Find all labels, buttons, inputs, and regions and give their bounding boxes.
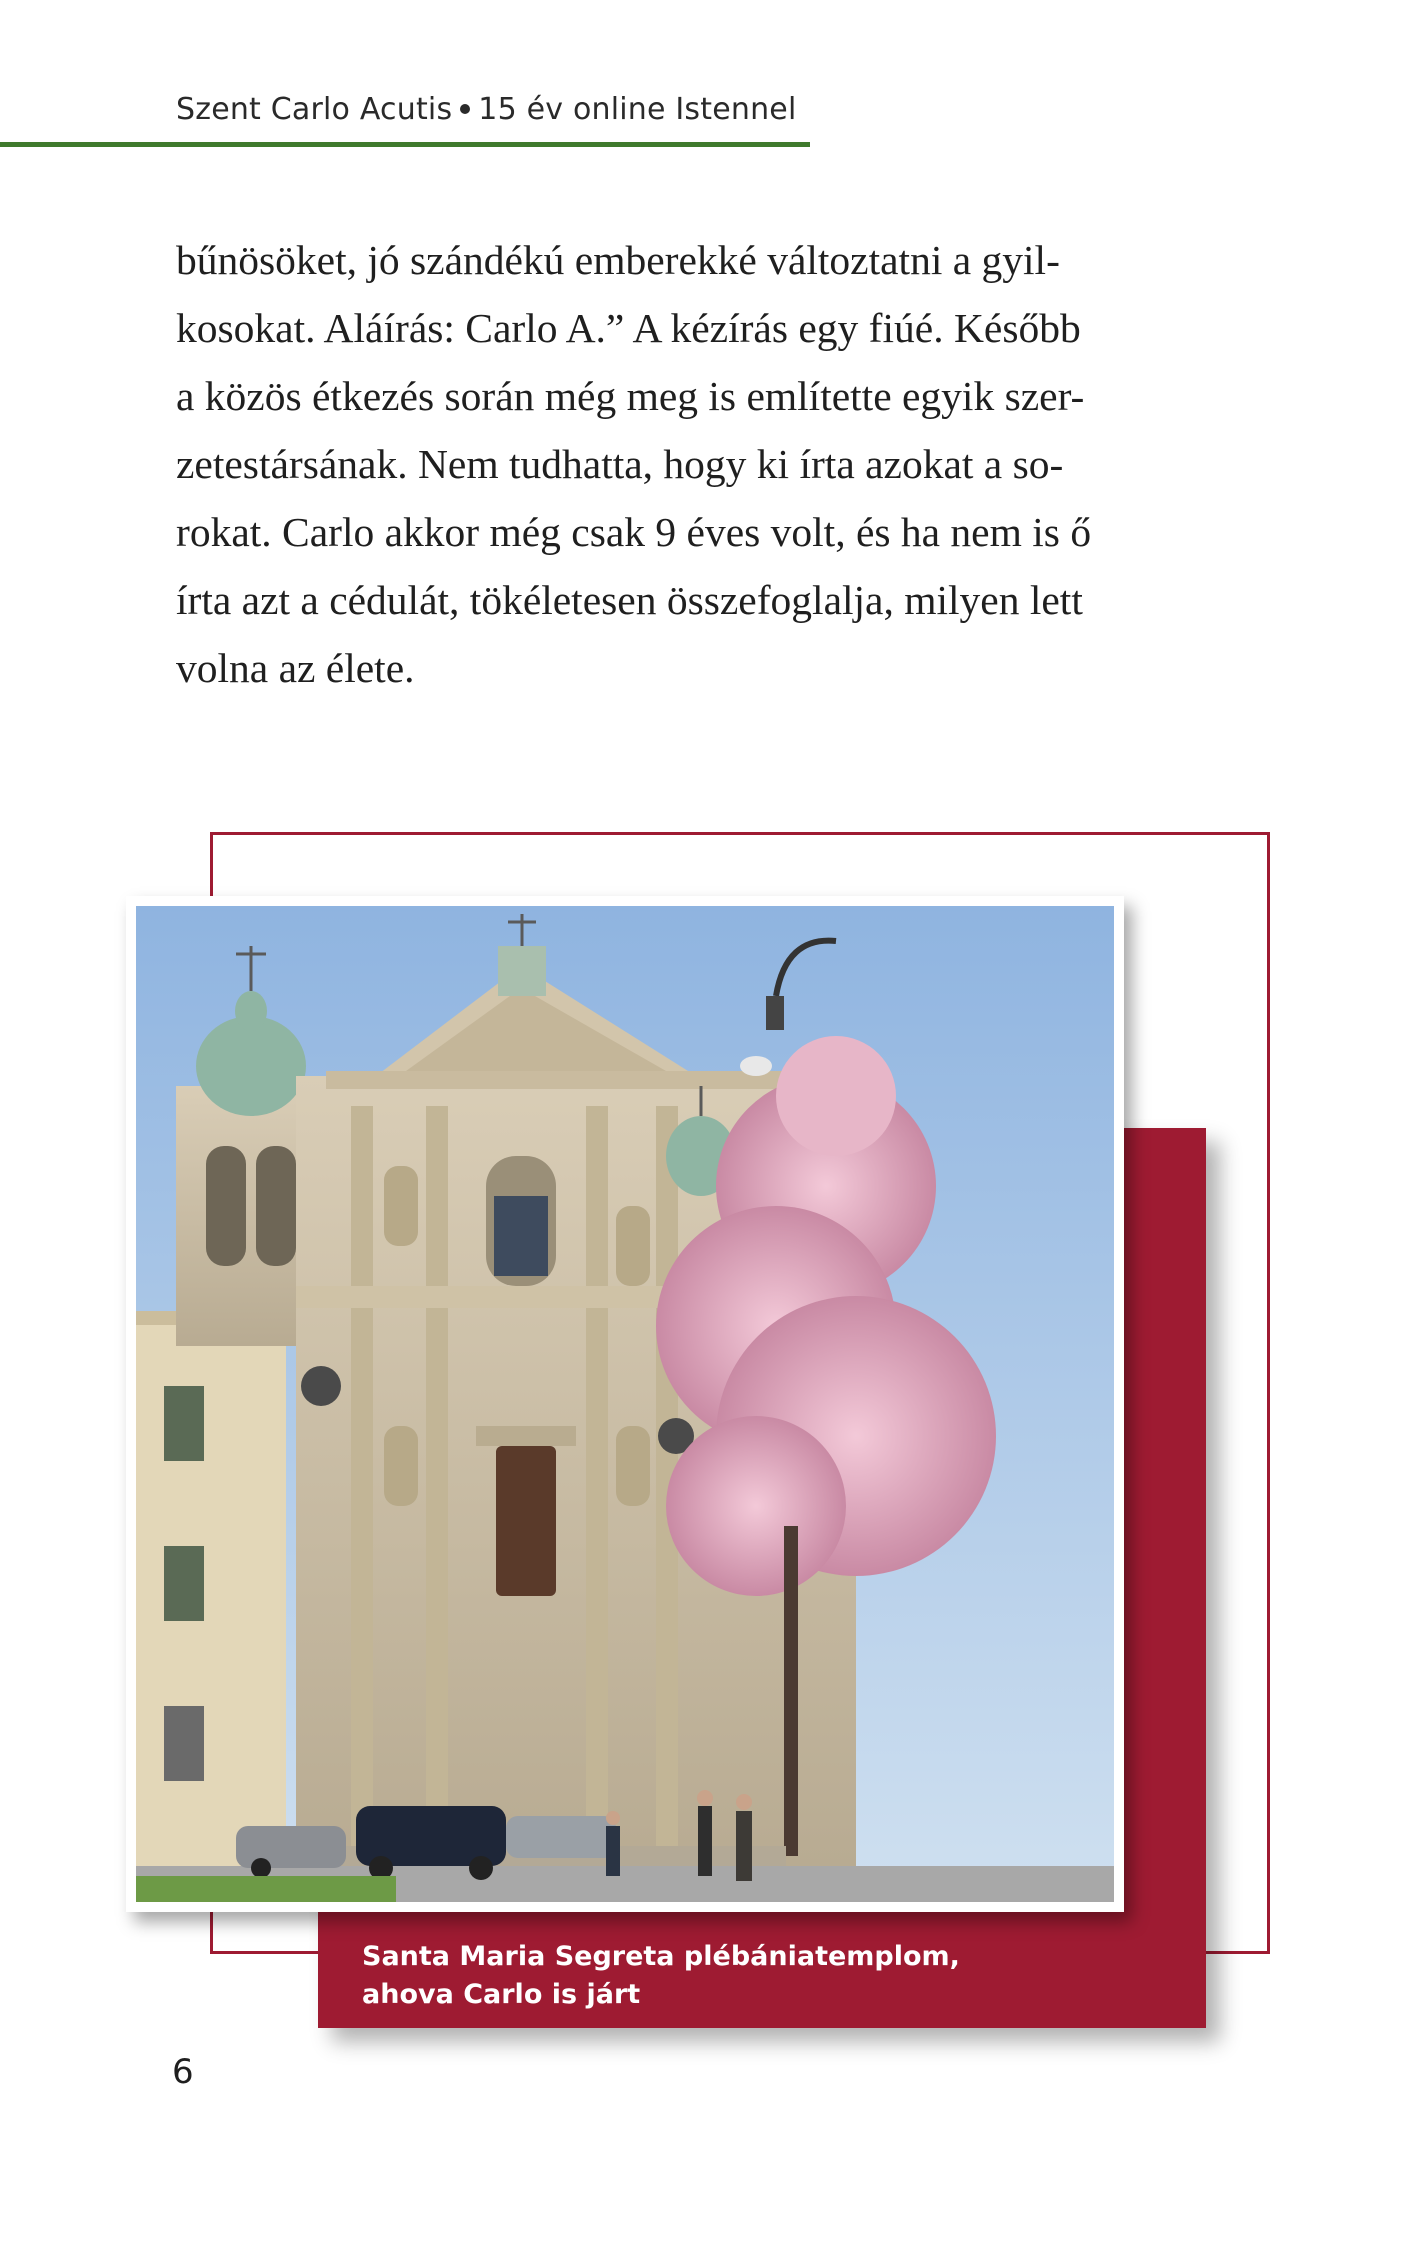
text-line: kosokat. Aláírás: Carlo A.” A kézírás egy fiúé. Később — [176, 305, 1081, 351]
running-header — [176, 92, 797, 127]
caption-line: Santa Maria Segreta plébániatemplom, — [362, 1941, 960, 1972]
text-line: írta azt a cédulát, tökéletesen összefoglalja, milyen lett — [176, 577, 1083, 623]
text-line: bűnösöket, jó szándékú emberekké változtatni a gyil- — [176, 237, 1060, 283]
figure-caption — [362, 1938, 1182, 2014]
caption-line: ahova Carlo is járt — [362, 1979, 641, 2010]
body-paragraph — [176, 226, 1236, 702]
page-number: 6 — [172, 2052, 194, 2092]
text-line: zetestársának. Nem tudhatta, hogy ki írta azokat a so- — [176, 441, 1064, 487]
figure-photo-frame — [126, 896, 1124, 1912]
bullet-separator — [460, 104, 470, 114]
church-photo — [136, 906, 1114, 1902]
text-line: a közös étkezés során még meg is említette egyik szer- — [176, 373, 1085, 419]
text-line: rokat. Carlo akkor még csak 9 éves volt, és ha nem is ő — [176, 509, 1092, 555]
text-line: volna az élete. — [176, 645, 415, 691]
header-rule — [0, 142, 810, 147]
book-title: Szent Carlo Acutis — [176, 92, 453, 127]
book-subtitle: 15 év online Istennel — [478, 92, 797, 127]
